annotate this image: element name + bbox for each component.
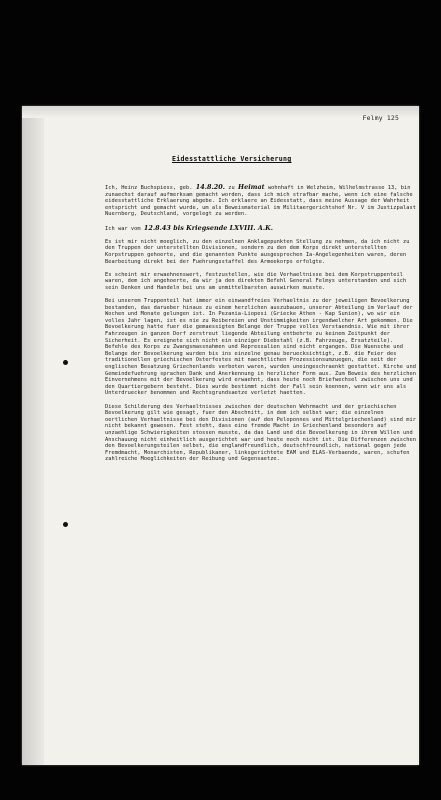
punch-hole-bottom	[63, 522, 68, 527]
handwritten-service-period: 12.8.43 bis Kriegsende LXVIII. A.K.	[143, 223, 274, 232]
service-intro-text: Ich war vom	[105, 225, 141, 232]
page-number: Felmy 125	[362, 114, 399, 122]
body-paragraph-2: Es scheint mir erwaehnenswert, festzustellen, wie die Verhaeltnisse bei dem Korpstruppenteil waren, dem ich angehoerte, da wir ja den direkten Befehl General Felmys unterstanden und sich sein Denken und Handeln bei uns am unmittelbarsten auswirken musste.	[105, 271, 407, 291]
page-top-shadow	[22, 106, 419, 118]
document-page	[22, 106, 419, 765]
oath-rest-text: wohnhaft in Welzheim, Wilhelmstrasse 13, bin zunaechst darauf aufmerksam gemacht worden, dass ich mich strafbar mache, wenn ich eine falsche eidesstattliche Erklaerung abgebe. Ich erklaere an Eidesstatt, dass meine Aussage der Wahrheit entspricht und gemacht wurde, um als Beweismaterial im Militaergerichtshof Nr. V im Justizpalast Nuernberg, Deutschland, vorgelegt zu werden.	[105, 185, 416, 218]
handwritten-birthplace: Heimat	[238, 183, 265, 191]
document-body	[105, 184, 417, 470]
page-edge-shadow	[22, 106, 44, 765]
document-title: Eidesstattliche Versicherung	[172, 155, 292, 163]
punch-hole-top	[63, 360, 68, 365]
body-paragraph-4: Diese Schilderung des Verhaeltnisses zwischen der deutschen Wehrmacht und der griechischen Bevoelkerung gilt wie gesagt, fuer den Abschnitt, in dem ich selbst war; die einzelnen oertlichen Verhaeltnisse bei den Divisionen (auf den Peloponnes und Mittelgriechenland) sind mir nicht bekannt gewesen. Fest steht, dass eine fremde Macht in Griechenland besonders auf unzaehlige Schwierigkeiten stossen musste, da das Land und die Bevoelkerung in ihrem Willen und Anschauung nicht einheitlich ausgerichtet war und heute noch nicht ist. Die Differenzen zwischen den Bevoelkerungsteilen selbst, die englandfreundlich, deutschfreundlich, national gegen jede Fremdmacht, Monarchisten, Republikaner, linksgerichtete EAM und ELAS-Verbaende, waren, schufen zahlreiche Moeglichkeiten der Reibung und Gegensaetze.	[105, 403, 416, 463]
body-paragraph-3: Bei unserem Truppenteil hat immer ein einwandfreies Verhaeltnis zu der jeweiligen Bevoelkerung bestanden, das darueber hinaus zu einem herzlichen auszubauen, unserer Abteilung im Verlauf der Wochen und Monate gelungen ist. In Pezania-Liopesi (Griecke Athen - Kap Sunion), wo wir ein volles Jahr lagen, ist es nie zu Reibereien und Unstimmigkeiten irgendwelcher Art gekommen. Die Bevoelkerung hatte fuer die gemaessigten Belange der Truppe volles Verstaendnis. Wie mit ihrer Fahrzeugen in ganzen Dorf zerstreut liegende Abteilung entbehrte zu keinem Zeitpunkt der Sicherheit. Es ereignete sich nicht ein einziger Diebstahl (z.B. Fahrzeuge, Ersatzteile). Befehle des Korps zu Zwangsmassnahmen und Repressalien sind nicht ergangen. Die Wuensche und Belange der Bevoelkerung wurden bis ins einzelne genau beruecksichtigt, z.B. die Feier des traditionellen griechischen Osterfestes mit naechtlichen Prozessionsumzuegen, die seit der englischen Besatzung Griechenlands verboten waren, wurden uneingeschraenkt gestattet. Kirche und Gemeindefuehrung sprachen Dank und Anerkennung in herzlicher Form aus. Zum Beweis des herzlichen Einvernehmens mit der Bevoelkerung wird erwaehnt, dass heute noch Briefwechsel zwischen uns und den Quartiergebern besteht. Dies wurde bestimmt nicht der Fall sein koennen, wenn wir uns als Unterdruecker benommen und Rechtsgrundsaetze verletzt haetten.	[105, 298, 416, 397]
handwritten-birthdate: 14.8.20.	[195, 183, 226, 191]
service-paragraph	[105, 225, 417, 233]
body-paragraph-1: Es ist mir nicht moeglich, zu den einzelnen Anklagepunkten Stellung zu nehmen, da ich nicht zu den Truppen der unterstellten Divisionen, sondern zu den dem Korps direkt unterstellten Korpstruppen gehoerte, und die genannten Punkte ausgesprochen Ia-Angelegenheiten waren, deren Bearbeitung direkt bei der Fuehrungsstaffel des Armeekorps erfolgte.	[105, 238, 410, 265]
oath-paragraph	[105, 184, 417, 218]
oath-intro-text: Ich, Heinz Buchspiess, geb.	[105, 185, 193, 191]
oath-mid-text: zu	[228, 185, 235, 191]
